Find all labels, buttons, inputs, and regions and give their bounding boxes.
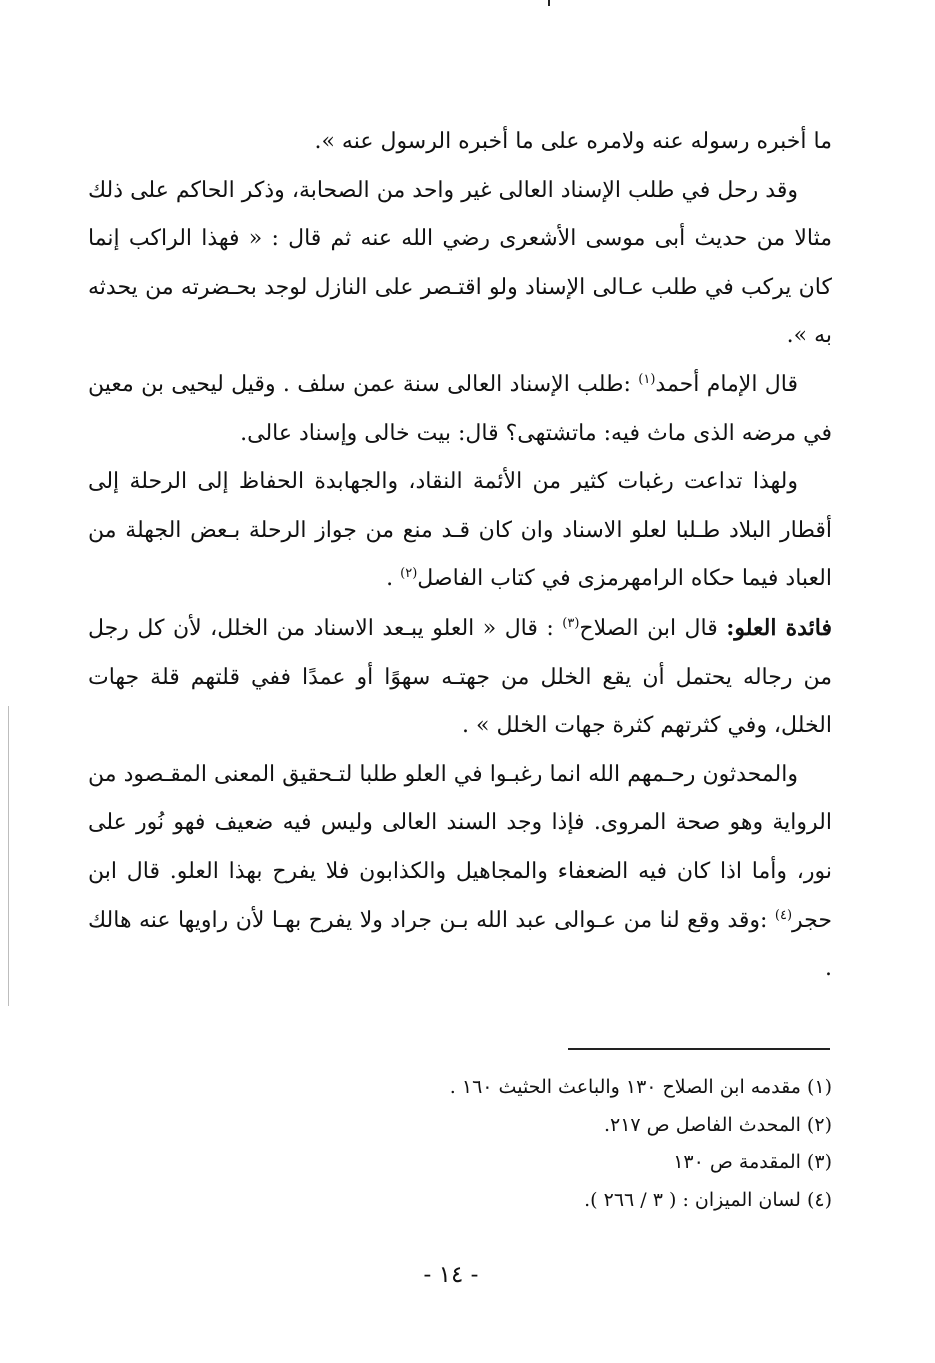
paragraph-5-heading: فائدة العلو: [726, 614, 832, 641]
scan-edge-line [8, 706, 9, 1006]
footnote-1: (١) مقدمه ابن الصلاح ١٣٠ والباعث الحثيث ١٦٠ . [449, 1076, 832, 1098]
scan-mark [548, 0, 550, 6]
paragraph-5 [88, 604, 832, 751]
footnotes [330, 1069, 832, 1219]
footnote-2: (٢) المحدث الفاصل ص ٢١٧. [603, 1113, 832, 1136]
paragraph-3-before: قال الإمام أحمد [655, 371, 798, 397]
paragraph-4 [88, 458, 832, 604]
footnote-ref-3: (٣) [562, 615, 580, 631]
paragraph-5-before: قال ابن الصلاح [579, 615, 727, 641]
paragraph-1-text: ما أخبره رسوله عنه ولامره على ما أخبره الرسول عنه ». [314, 129, 832, 154]
paragraph-5-after: : قال « العلو يبـعد الاسناد من الخلل، لأن كل رجل من رجاله يحتمل أن يقع الخلل من جهتـه سهوًا أو عمدًا ففي قلتهم قلة جهات الخلل، وفي كثرتهم كثرة جهات الخلل » . [88, 615, 832, 739]
footnote-ref-2: (٢) [400, 566, 418, 582]
paragraph-6-after: :وقد وقع لنا من عـوالى عبد الله بـن جراد ولا يفرح بهـا لأن راويها عنه هالك . [88, 907, 832, 982]
paragraph-6 [88, 751, 832, 994]
footnote-3: (٣) المقدمة ص ١٣٠ [673, 1151, 832, 1173]
footnote-divider [568, 1048, 830, 1050]
footnote-ref-1: (١) [638, 371, 656, 387]
footnote-ref-4: (٤) [774, 907, 793, 923]
paragraph-1 [88, 118, 832, 167]
footnote-4: (٤) لسان الميزان : ( ٣ / ٢٦٦ ). [584, 1188, 832, 1211]
paragraph-2 [88, 167, 832, 361]
paragraph-4-after: . [386, 566, 401, 592]
paragraph-6-before: والمحدثون رحـمهم الله انما رغبـوا في العلو طلبا لتـحقيق المعنى المقـصود من الرواية وهو صحة المروى. فإذا وجد السند العالى وليس فيه ضعيف فهو نُور على نور، وأما اذا كان فيه الضعفاء والمجاهيل والكذابون فلا يفرح بهذا العلو. قال ابن حجر [88, 761, 832, 933]
paragraph-3-after: :طلب الإسناد العالى سنة عمن سلف . وقيل ليحيى بن معين في مرضه الذى ماث فيه: ماتشتهى؟ قال: بيت خالى وإسناد عالى. [88, 371, 832, 446]
paragraph-4-before: ولهذا تداعت رغبات كثير من الأئمة النقاد، والجهابدة الحفاظ إلى الرحلة إلى أقطار البلاد طـلبا لعلو الاسناد وان كان قـد منع من جواز الرحلة بـعض الجهلة من العباد فيما حكاه الرامهرمزى في كتاب الفاصل [88, 469, 832, 592]
paragraph-2-text: وقد رحل في طلب الإسناد العالى غير واحد من الصحابة، وذكر الحاكم على ذلك مثالا من حديث أبى موسى الأشعرى رضي الله عنه ثم قال : « فهذا الراكب إنما كان يركب في طلب عـالى الإسناد ولو اقتـصر على النازل لوجد بحـضرته من يحدثه به ». [88, 177, 832, 349]
paragraph-3 [88, 361, 832, 458]
page-number: - ١٤ - [423, 1262, 479, 1288]
main-text [88, 118, 832, 994]
